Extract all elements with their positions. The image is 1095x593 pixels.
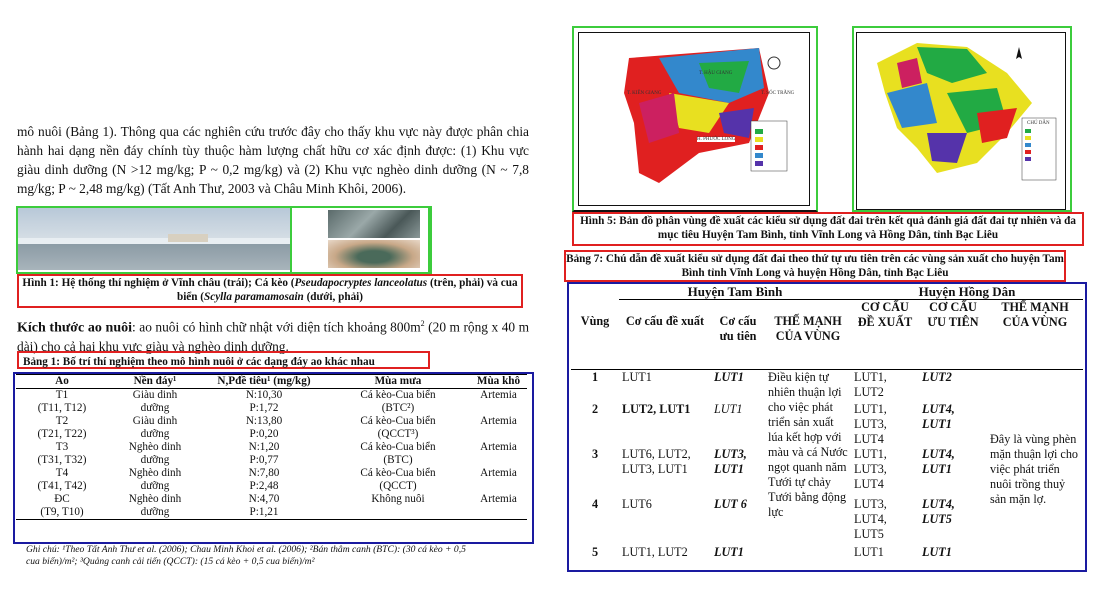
table1-cell: P:2,48 (249, 480, 279, 492)
table7-cell-cocau: LUT6, LUT2, LUT3, LUT1 (622, 446, 691, 476)
table7 (571, 284, 1083, 569)
table1-caption-text: Bảng 1: Bố trí thí nghiệm theo mô hình nuôi ở các dạng đáy ao khác nhau (23, 356, 375, 368)
table1-cell (470, 454, 527, 467)
table1-cell: Artemia (480, 415, 517, 427)
table1-note-line2: cua biển)/m²; ³Quảng canh cải tiến (QCCT): (15 cá kèo + 0,5 cua biển)/m² (26, 556, 315, 567)
map-legend-label: CHÚ DẪN (1027, 121, 1050, 126)
pond-system-photo (18, 208, 290, 270)
table7-cell-uutien-b: LUT4, LUT1 (922, 446, 955, 476)
table7-header-row (571, 300, 1083, 370)
table1-row (16, 428, 527, 441)
table1-row (16, 441, 527, 454)
table7-header-co-cau-uu-tien: Cơ cấu ưu tiên (719, 314, 757, 343)
table1-cell: Artemia (480, 441, 517, 453)
table1-row (16, 493, 527, 506)
table1-cell: Artemia (480, 467, 517, 479)
table1-row (16, 506, 527, 520)
table7-cell-vung: 4 (591, 496, 599, 511)
table1-cell (470, 428, 527, 441)
map-tam-binh (578, 32, 810, 206)
figure5-caption (572, 212, 1084, 246)
table1-header-row (16, 375, 527, 389)
table7-group-row (571, 284, 1083, 300)
table1-row (16, 480, 527, 493)
table7-cell-uutien: LUT3, LUT1 (714, 446, 747, 476)
table1-header-mua-mua: Mùa mưa (326, 375, 470, 389)
table1-cell: Giàu dinh (132, 415, 178, 427)
table7-cell-vung: 1 (591, 370, 599, 384)
table7-header-vung: Vùng (580, 313, 610, 328)
table7-cell-uutien-b: LUT1 (922, 544, 952, 559)
table1-cell: N:7,80 (248, 467, 280, 479)
fig1-caption-species1: Pseudapocryptes lanceolatus (294, 277, 428, 289)
table7-header-the-manh: THẾ MẠNH CỦA VÙNG (774, 314, 842, 343)
table1-cell: Cá kèo-Cua biển (360, 415, 436, 427)
table7-header-co-cau-uu-tien-b: CƠ CẤU ƯU TIÊN (927, 300, 979, 329)
table7-cell-vung: 2 (591, 401, 599, 416)
table1-cell: (T11, T12) (37, 402, 87, 414)
table1-cell: Không nuôi (371, 493, 425, 505)
table7-group-hong-dan: Huyện Hồng Dân (851, 284, 1083, 300)
table1-note (26, 544, 536, 568)
table7-group-tam-binh: Huyện Tam Bình (619, 284, 851, 300)
table1-cell: dưỡng (140, 402, 170, 414)
table7-header-co-cau-de-xuat-b: CƠ CẤU ĐỀ XUẤT (857, 300, 913, 329)
table7-cell-theManh: Điều kiện tự nhiên thuận lợi cho việc phát triển sản xuất lúa kết hợp với màu và cá Nước ngọt quanh năm Tưới tự chảy Tưới bằng động lực (768, 370, 848, 519)
table1-cell: dưỡng (140, 454, 170, 466)
pond-size-text2: (20 m rộng x 40 m dài) cho cả hai khu vực giàu và nghèo dinh dưỡng. (17, 319, 529, 355)
table7-caption-text: Bảng 7: Chú dẫn đề xuất kiểu sử dụng đất đai theo thứ tự ưu tiên trên các vùng sản xuất cho huyện Tam Bình tỉnh Vĩnh Long và huyện Hồng Dân, tỉnh Bạc Liêu (566, 253, 1064, 279)
table1-header-ao: Ao (16, 375, 108, 389)
table1-cell: (T31, T32) (37, 454, 87, 466)
table1-cell: P:1,72 (249, 402, 279, 414)
fig1-caption-a: Hình 1: Hệ thống thí nghiệm ở Vĩnh châu (trái); Cá kèo ( (22, 277, 295, 289)
table7-cell-uutien: LUT 6 (714, 496, 747, 511)
table7-cell-cocau: LUT2, LUT1 (622, 401, 691, 416)
map-label-hau-giang: T. HẬU GIANG (699, 71, 733, 76)
table1 (16, 374, 527, 520)
table1-cell: Giàu dinh (132, 389, 178, 401)
pond-size-sup: 2 (420, 319, 425, 328)
table7-cell-uutien-b: LUT2 (922, 370, 952, 384)
table7-cell-cocau: LUT6 (622, 496, 652, 511)
table1-cell: (QCCT³) (377, 428, 419, 440)
table1-cell (326, 506, 470, 520)
table7-cell-cocau-b: LUT3, LUT4, LUT5 (854, 496, 887, 541)
table7-cell-vung: 3 (591, 446, 599, 461)
table7-row (571, 370, 1083, 402)
table1-cell: (T9, T10) (40, 506, 84, 518)
map-tam-binh-svg (579, 33, 809, 205)
figure5-caption-text: Hình 5: Bản đồ phân vùng đề xuất các kiểu sử dụng đất đai trên kết quả đánh giá đất đai tự nhiên và đa mục tiêu Huyện Tam Bình, tỉnh Vĩnh Long và Hồng Dân, tỉnh Bạc Liêu (580, 215, 1076, 241)
table1-cell: N:13,80 (245, 415, 283, 427)
table1-cell: Cá kèo-Cua biển (360, 467, 436, 479)
table1-cell: (QCCT) (379, 480, 417, 492)
table1-cell: N:10,30 (245, 389, 283, 401)
table1-cell: ĐC (54, 493, 70, 505)
table1-cell: T1 (55, 389, 69, 401)
table1-row (16, 389, 527, 403)
pond-size-text: : ao nuôi có hình chữ nhật với diện tích khoảng 800m (132, 319, 421, 335)
pond-size-heading: Kích thước ao nuôi (17, 320, 133, 336)
table1-cell: N:1,20 (248, 441, 280, 453)
table7-cell-cocau: LUT1, LUT2 (622, 544, 688, 559)
fig1-caption-e: (dưới, phải) (303, 291, 364, 303)
table7-caption (564, 250, 1066, 282)
table1-row (16, 467, 527, 480)
table1-cell: T3 (55, 441, 69, 453)
table7-cell-uutien-b: LUT4, LUT1 (922, 401, 955, 431)
table1-cell: Cá kèo-Cua biển (360, 441, 436, 453)
crab-photo (328, 240, 420, 268)
fig1-caption-species2: Scylla paramamosain (204, 291, 304, 303)
table7-cell-vung: 5 (591, 544, 599, 559)
table1-cell: Artemia (480, 493, 517, 505)
table1-row (16, 454, 527, 467)
table1-cell: (BTC²) (381, 402, 415, 414)
table1-row (16, 415, 527, 428)
map-label-kien-giang: T. KIÊN GIANG (627, 91, 662, 96)
table1-cell: N:4,70 (248, 493, 280, 505)
table7-cell-cocau-b: LUT1, LUT3, LUT4 (854, 401, 887, 446)
fish-photo (328, 210, 420, 238)
table1-header-nen-day: Nền đáy¹ (108, 375, 202, 389)
table1-cell: P:0,77 (249, 454, 279, 466)
figure1-caption (17, 274, 523, 308)
table1-cell: dưỡng (140, 506, 170, 518)
table1-cell (470, 402, 527, 415)
table1-cell: Cá kèo-Cua biển (360, 389, 436, 401)
table1-header-np: N,Pđề tiêu¹ (mg/kg) (202, 375, 326, 389)
table1-row (16, 402, 527, 415)
map-hong-dan (856, 32, 1066, 210)
table1-cell (470, 506, 527, 520)
table1-cell: P:1,21 (249, 506, 279, 518)
table7-header-co-cau-de-xuat: Cơ cấu đề xuất (625, 314, 705, 328)
table1-note-line1: Ghi chú: ¹Theo Tất Anh Thư et al. (2006); Chau Minh Khoi et al. (2006); ²Bán thâm canh (BTC): (30 cá kèo + 0,5 (26, 544, 466, 555)
table1-cell: Artemia (480, 389, 517, 401)
table7-cell-uutien: LUT1 (714, 401, 743, 416)
map-label-phuoc-long: H. PHƯỚC LONG (697, 137, 736, 142)
table1-cell: T2 (55, 415, 69, 427)
table7-cell-cocau: LUT1 (622, 370, 652, 384)
table1-cell (470, 480, 527, 493)
table1-cell: (BTC) (383, 454, 413, 466)
fig1-caption-c: (trên, phải) và cua biển ( (176, 277, 518, 303)
table1-cell: P:0,20 (249, 428, 279, 440)
table7-header-the-manh-b: THẾ MẠNH CỦA VÙNG (1001, 300, 1069, 329)
table7-cell-cocau-b: LUT1, LUT2 (854, 370, 887, 399)
table7-cell-cocau-b: LUT1, LUT3, LUT4 (854, 446, 887, 491)
table7-cell-uutien: LUT1 (714, 370, 744, 384)
table1-header-mua-kho: Mùa khô (470, 375, 527, 389)
table1-cell: dưỡng (140, 480, 170, 492)
table7-cell-uutien: LUT1 (714, 544, 744, 559)
table1-caption (17, 351, 430, 369)
table1-cell: (T41, T42) (37, 480, 87, 492)
table1-cell: Nghèo dinh (128, 493, 182, 505)
table1-cell: T4 (55, 467, 69, 479)
table1-cell: Nghèo dinh (128, 467, 182, 479)
table1-cell: dưỡng (140, 428, 170, 440)
table7-cell-uutien-b: LUT4, LUT5 (922, 496, 955, 526)
table1-cell: Nghèo dinh (128, 441, 182, 453)
table1-cell: (T21, T22) (37, 428, 87, 440)
intro-paragraph: mô nuôi (Bảng 1). Thông qua các nghiên cứu trước đây cho thấy khu vực này được phân chia hành hai dạng nền đáy chính tùy thuộc hàm lượng chất hữu cơ xác định được: (1) Khu vực giàu dinh dưỡng (N >12 mg/kg; P ~ 0,2 mg/kg) và (2) Khu vực nghèo dinh dưỡng (N ~ 7,8 mg/kg; P ~ 2,48 mg/kg) (Tất Anh Thư, 2003 và Châu Minh Khôi, 2006). (17, 124, 529, 196)
table7-cell-theManh-b: Đây là vùng phèn mặn thuận lợi cho việc phát triển nuôi trồng thuỷ sản mặn lợ. (990, 431, 1079, 506)
map-label-soc-trang: T. SÓC TRĂNG (761, 91, 795, 96)
table7-cell-cocau-b: LUT1 (854, 544, 884, 559)
